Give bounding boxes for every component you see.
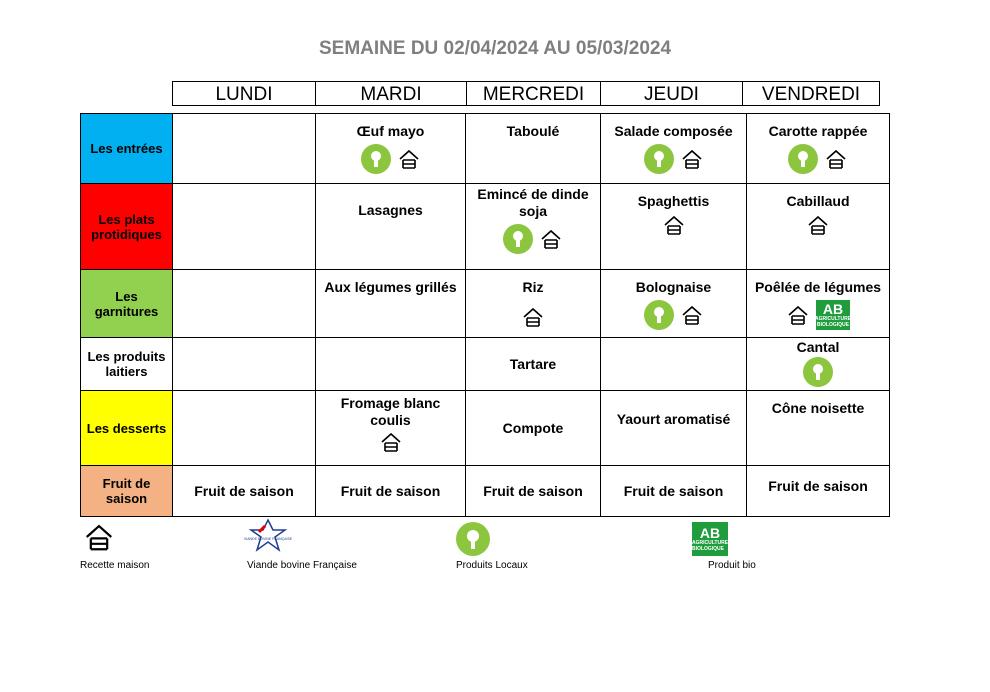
cell-laitiers-lundi xyxy=(173,338,316,390)
house-icon xyxy=(662,214,686,236)
house-icon xyxy=(521,306,545,328)
local-products-badge-icon xyxy=(361,144,391,174)
legend-bovine-label: Viande bovine Française xyxy=(247,560,357,571)
legend-local-label: Produits Locaux xyxy=(456,560,528,571)
row-garnitures xyxy=(80,270,890,338)
bio-ab-icon: AB AGRICULTURE BIOLOGIQUE xyxy=(816,300,850,330)
house-icon xyxy=(680,304,704,326)
day-vendredi: VENDREDI xyxy=(761,84,861,105)
dish-label: Fruit de saison xyxy=(483,483,583,499)
row-fruit xyxy=(80,466,890,517)
local-products-badge-icon xyxy=(503,224,533,254)
dish-label: Lasagnes xyxy=(358,202,423,218)
local-products-badge-icon xyxy=(456,522,490,556)
dish-label: Cantal xyxy=(796,339,840,355)
cell-plats-jeudi xyxy=(601,184,747,269)
cell-laitiers-jeudi xyxy=(601,338,747,390)
dish-label: Fruit de saison xyxy=(768,478,868,494)
day-jeudi: JEUDI xyxy=(601,82,743,105)
cell-garnitures-mardi xyxy=(316,270,466,337)
dish-label: Fruit de saison xyxy=(340,483,441,499)
cell-plats-vendredi xyxy=(747,184,890,269)
cell-garnitures-lundi xyxy=(173,270,316,337)
dish-label: Compote xyxy=(502,420,564,436)
cell-desserts-mardi xyxy=(316,391,466,465)
cell-garnitures-mercredi xyxy=(466,270,601,337)
dish-label: Cabillaud xyxy=(786,193,850,209)
dish-label: Bolognaise xyxy=(635,279,712,295)
cell-fruit-vendredi xyxy=(747,466,890,516)
row-laitiers xyxy=(80,338,890,391)
local-products-badge-icon xyxy=(803,357,833,387)
house-icon xyxy=(397,148,421,170)
cell-plats-mercredi xyxy=(466,184,601,269)
legend-recette-label: Recette maison xyxy=(80,560,150,571)
house-icon xyxy=(806,214,830,236)
cell-desserts-vendredi xyxy=(747,391,890,465)
cell-plats-lundi xyxy=(173,184,316,269)
dish-label: Riz xyxy=(522,279,544,295)
svg-text:VIANDE BOVINE FRANÇAISE: VIANDE BOVINE FRANÇAISE xyxy=(243,537,293,541)
house-icon xyxy=(379,431,403,453)
dish-label: Fruit de saison xyxy=(194,483,294,499)
dish-label: Carotte rappée xyxy=(768,123,868,139)
dish-label: Salade composée xyxy=(614,123,733,139)
cell-entrees-lundi xyxy=(173,114,316,183)
category-fruit: Fruit de saison xyxy=(80,466,173,516)
row-plats xyxy=(80,184,890,270)
dish-label: Emincé de dinde soja xyxy=(477,186,589,219)
french-beef-icon xyxy=(243,518,293,554)
local-products-badge-icon xyxy=(788,144,818,174)
cell-laitiers-mercredi xyxy=(466,338,601,390)
dish-label: Poêlée de légumes xyxy=(754,279,882,295)
dish-label: Spaghettis xyxy=(637,193,710,209)
dish-label: Taboulé xyxy=(506,123,560,139)
cell-entrees-jeudi xyxy=(601,114,747,183)
category-plats: Les plats protidiques xyxy=(80,184,173,269)
local-products-badge-icon xyxy=(644,144,674,174)
legend-bio-label: Produit bio xyxy=(708,560,756,571)
page-title: SEMAINE DU 02/04/2024 AU 05/03/2024 xyxy=(318,38,672,59)
dish-label: Fruit de saison xyxy=(623,483,724,499)
days-header xyxy=(172,81,880,106)
house-icon xyxy=(680,148,704,170)
cell-entrees-mercredi xyxy=(466,114,601,183)
bio-ab-icon: AB AGRICULTURE BIOLOGIQUE xyxy=(692,522,728,556)
category-entrees: Les entrées xyxy=(80,114,173,183)
cell-laitiers-vendredi xyxy=(747,338,890,390)
row-desserts xyxy=(80,391,890,466)
house-icon xyxy=(786,304,810,326)
cell-fruit-mercredi xyxy=(466,466,601,516)
cell-entrees-vendredi xyxy=(747,114,890,183)
category-desserts: Les desserts xyxy=(80,391,173,465)
dish-label: Yaourt aromatisé xyxy=(616,411,731,427)
house-icon xyxy=(82,522,116,552)
row-entrees xyxy=(80,114,890,184)
cell-garnitures-jeudi xyxy=(601,270,747,337)
cell-fruit-lundi xyxy=(173,466,316,516)
cell-plats-mardi xyxy=(316,184,466,269)
day-lundi: LUNDI xyxy=(173,82,316,105)
category-laitiers: Les produits laitiers xyxy=(80,338,173,390)
house-icon xyxy=(824,148,848,170)
cell-laitiers-mardi xyxy=(316,338,466,390)
cell-desserts-lundi xyxy=(173,391,316,465)
cell-garnitures-vendredi xyxy=(747,270,890,337)
cell-desserts-mercredi xyxy=(466,391,601,465)
local-products-badge-icon xyxy=(644,300,674,330)
cell-desserts-jeudi xyxy=(601,391,747,465)
dish-label: Fromage blanc coulis xyxy=(340,395,441,428)
cell-fruit-jeudi xyxy=(601,466,747,516)
day-mardi: MARDI xyxy=(316,82,467,105)
dish-label: Œuf mayo xyxy=(356,123,425,139)
cell-entrees-mardi xyxy=(316,114,466,183)
cell-fruit-mardi xyxy=(316,466,466,516)
category-garnitures: Les garnitures xyxy=(80,270,173,337)
dish-label: Aux légumes grillés xyxy=(324,279,457,295)
house-icon xyxy=(539,228,563,250)
day-mercredi: MERCREDI xyxy=(467,82,601,105)
dish-label: Tartare xyxy=(509,356,557,372)
dish-label: Cône noisette xyxy=(771,400,865,416)
